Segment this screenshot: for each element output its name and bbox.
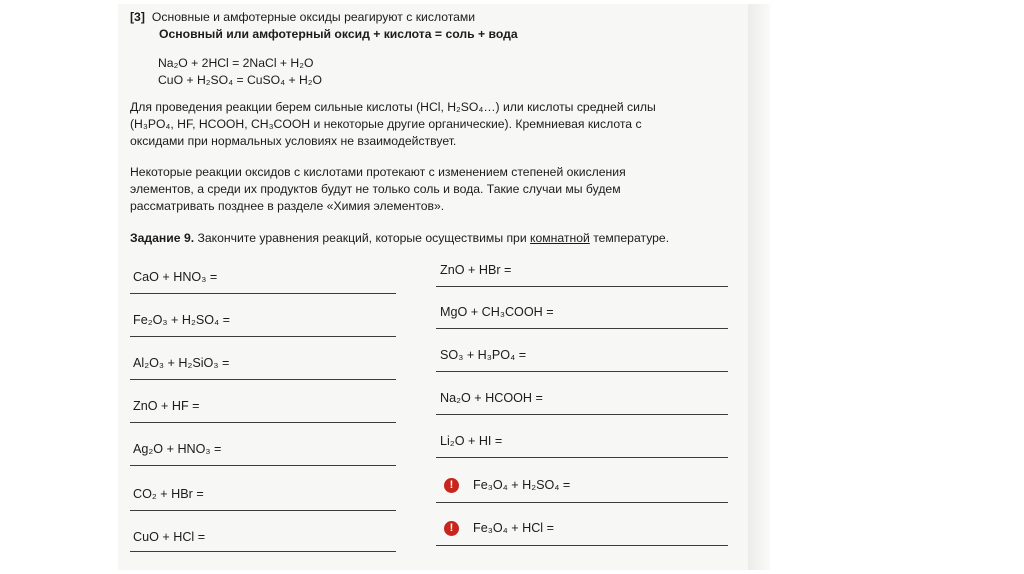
equation-right-2: MgO + CH₃COOH =: [440, 305, 554, 319]
answer-line[interactable]: [130, 379, 396, 380]
equation-left-6: CO₂ + HBr =: [133, 487, 204, 501]
paragraph-line: оксидами при нормальных условиях не взаимодействует.: [130, 134, 457, 148]
equation-left-1: CaO + HNO₃ =: [133, 270, 218, 284]
equation-right-7-text: Fe₃O₄ + HCl =: [473, 521, 554, 535]
example-equation-1: Na₂O + 2HCl = 2NaCl + H₂O: [158, 56, 314, 70]
paragraph-line: Для проведения реакции берем сильные кислоты (HCl, H₂SO₄…) или кислоты средней силы: [130, 100, 656, 114]
equation-left-2: Fe₂O₃ + H₂SO₄ =: [133, 313, 231, 327]
answer-line[interactable]: [436, 457, 728, 458]
equation-right-5: Li₂O + HI =: [440, 434, 503, 448]
equation-right-6-text: Fe₃O₄ + H₂SO₄ =: [473, 478, 571, 492]
paragraph-redox: [130, 164, 626, 215]
warning-icon: !: [444, 478, 459, 493]
answer-line[interactable]: [130, 551, 396, 552]
examples: [158, 55, 322, 89]
task-text-after: температуре.: [593, 231, 670, 245]
equation-left-4: ZnO + HF =: [133, 399, 200, 413]
answer-line[interactable]: [436, 502, 728, 503]
task-underlined-word: комнатной: [530, 231, 590, 245]
answer-line[interactable]: [436, 414, 728, 415]
paragraph-line: элементов, а среди их продуктов будут не только соль и вода. Такие случаи мы будем: [130, 182, 621, 196]
equation-right-1: ZnO + HBr =: [440, 263, 512, 277]
section-title: Основные и амфотерные оксиды реагируют с кислотами: [151, 10, 476, 24]
paragraph-line: Некоторые реакции оксидов с кислотами протекают с изменением степеней окисления: [130, 165, 626, 179]
paragraph-line: (H₃PO₄, HF, HCOOH, CH₃COOH и некоторые другие органические). Кремниевая кислота с: [130, 117, 642, 131]
task-statement: [130, 230, 669, 247]
task-label: Задание 9.: [130, 231, 195, 245]
answer-line[interactable]: [130, 465, 396, 466]
answer-line[interactable]: [436, 328, 728, 329]
answer-line[interactable]: [436, 545, 728, 546]
page-edge-shadow: [748, 4, 770, 570]
section-header: [130, 9, 518, 43]
answer-line[interactable]: [130, 336, 396, 337]
equation-right-7: [444, 521, 554, 536]
task-text-before: Закончите уравнения реакций, которые осуществимы при: [197, 231, 527, 245]
warning-icon: !: [444, 521, 459, 536]
equation-right-3: SO₃ + H₃PO₄ =: [440, 348, 527, 362]
answer-line[interactable]: [130, 510, 396, 511]
answer-line[interactable]: [436, 286, 728, 287]
answer-line[interactable]: [130, 293, 396, 294]
paragraph-acids: [130, 99, 656, 150]
equation-right-6: [444, 478, 570, 493]
equation-left-3: Al₂O₃ + H₂SiO₃ =: [133, 356, 230, 370]
answer-line[interactable]: [130, 422, 396, 423]
section-title-line: [130, 9, 518, 26]
paragraph-line: рассматривать позднее в разделе «Химия элементов».: [130, 199, 445, 213]
equation-right-4: Na₂O + HCOOH =: [440, 391, 543, 405]
equation-left-7: CuO + HCl =: [133, 530, 206, 544]
example-equation-2: CuO + H₂SO₄ = CuSO₄ + H₂O: [158, 73, 323, 87]
answer-line[interactable]: [436, 371, 728, 372]
section-marker: [3]: [130, 10, 145, 24]
section-rule: Основный или амфотерный оксид + кислота = соль + вода: [159, 27, 518, 41]
equation-left-5: Ag₂O + HNO₃ =: [133, 442, 222, 456]
